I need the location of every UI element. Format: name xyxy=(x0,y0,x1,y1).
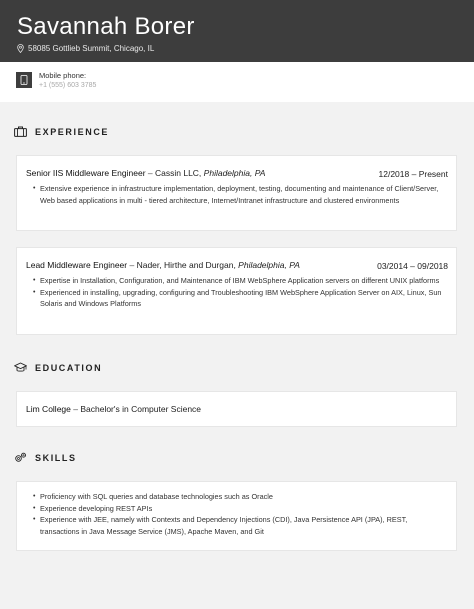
company-name: Cassin LLC, xyxy=(155,168,204,178)
education-heading xyxy=(14,362,102,373)
list-item: • Extensive experience in infrastructure implementation, deployment, testing, documenting and maintenance of Client/Server, Web based applications in multi - tiered architecture, Internet/Intranet infrastructure and clustered environments xyxy=(33,183,448,206)
phone-label: Mobile phone: xyxy=(39,71,87,80)
job-title: Lead Middleware Engineer xyxy=(26,260,128,270)
skills-heading xyxy=(14,452,77,463)
phone-value[interactable]: +1 (555) 603 3785 xyxy=(39,82,97,89)
experience-card xyxy=(16,247,457,335)
list-item: • Experience with JEE, namely with Contexts and Dependency Injections (CDI), Java Persistence API (JPA), REST, transactions in Java Message Service (JMS), Apache Maven, and Git xyxy=(33,514,448,537)
location-pin-icon xyxy=(17,44,24,53)
contact-strip xyxy=(0,62,474,102)
job-title: Senior IIS Middleware Engineer xyxy=(26,168,146,178)
education-card xyxy=(16,391,457,427)
experience-title: EXPERIENCE xyxy=(35,126,110,137)
experience-heading xyxy=(14,126,109,137)
degree-name: Bachelor's in Computer Science xyxy=(80,404,202,414)
job-bullets xyxy=(33,183,448,206)
education-separator: – xyxy=(70,404,81,414)
skills-card xyxy=(16,481,457,551)
graduation-cap-icon xyxy=(14,362,27,373)
address-text: 58085 Gottlieb Summit, Chicago, IL xyxy=(28,44,155,53)
school-name: Lim College xyxy=(26,404,71,414)
candidate-name: Savannah Borer xyxy=(17,13,195,40)
education-title: EDUCATION xyxy=(35,362,103,373)
skills-list xyxy=(33,491,448,537)
job-dates: 03/2014 – 09/2018 xyxy=(377,261,448,271)
education-line xyxy=(26,404,201,414)
job-title-line xyxy=(26,260,300,270)
title-separator: – xyxy=(145,168,155,178)
list-item: • Proficiency with SQL queries and database technologies such as Oracle xyxy=(33,491,448,503)
job-title-line xyxy=(26,168,265,178)
gears-icon xyxy=(14,452,27,463)
address-line xyxy=(17,44,154,53)
title-separator: – xyxy=(127,260,137,270)
phone-icon-box xyxy=(16,72,32,88)
experience-card xyxy=(16,155,457,231)
job-dates: 12/2018 – Present xyxy=(378,169,448,179)
resume-header xyxy=(0,0,474,62)
job-location: Philadelphia, PA xyxy=(203,168,266,178)
list-item: • Experience developing REST APIs xyxy=(33,503,448,515)
company-name: Nader, Hirthe and Durgan, xyxy=(136,260,239,270)
list-item: • Experienced in installing, upgrading, configuring and Troubleshooting IBM WebSphere Application Server on AIX, Linux, Sun Solaris and Windows Platforms xyxy=(33,287,448,310)
briefcase-icon xyxy=(14,126,27,137)
mobile-phone-icon xyxy=(20,75,28,85)
list-item: • Expertise in Installation, Configuration, and Maintenance of IBM WebSphere Application servers on different UNIX platforms xyxy=(33,275,448,287)
job-location: Philadelphia, PA xyxy=(238,260,300,270)
skills-title: SKILLS xyxy=(35,452,77,463)
job-bullets xyxy=(33,275,448,310)
